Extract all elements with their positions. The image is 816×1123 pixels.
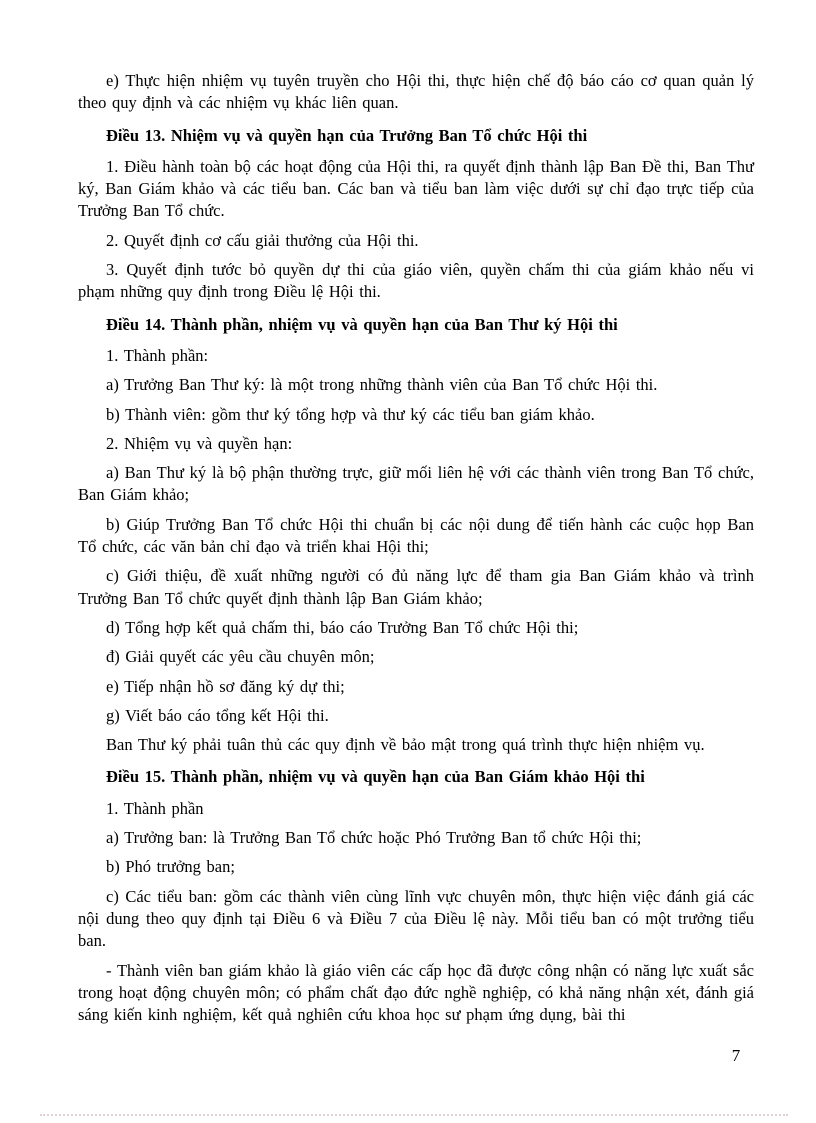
paragraph-15-1a: a) Trưởng ban: là Trưởng Ban Tổ chức hoặc Phó Trưởng Ban tổ chức Hội thi; <box>106 828 642 848</box>
paragraph-15-judges-members: - Thành viên ban giám khảo là giáo viên các cấp học đã được công nhận có năng lực xuất sắc trong hoạt động chuyên môn; có phẩm chất đạo đức nghề nghiệp, có khả năng nhận xét, đánh giá sáng kiến kinh nghiệm, kết quả nghiên cứu khoa học sư phạm ứng dụng, bài thi <box>78 960 754 1025</box>
paragraph-13-2: 2. Quyết định cơ cấu giải thưởng của Hội thi. <box>106 230 419 250</box>
article-13-heading: Điều 13. Nhiệm vụ và quyền hạn của Trưởng Ban Tổ chức Hội thi <box>106 125 588 145</box>
paragraph-14-1b: b) Thành viên: gồm thư ký tổng hợp và thư ký các tiểu ban giám khảo. <box>106 404 595 424</box>
document-body <box>78 70 754 1033</box>
article-15-heading: Điều 15. Thành phần, nhiệm vụ và quyền hạn của Ban Giám khảo Hội thi <box>106 767 645 787</box>
paragraph-14-2a: a) Ban Thư ký là bộ phận thường trực, giữ mối liên hệ với các thành viên trong Ban Tổ chức, Ban Giám khảo; <box>78 463 754 505</box>
paragraph-14-2d: d) Tổng hợp kết quả chấm thi, báo cáo Trưởng Ban Tổ chức Hội thi; <box>106 617 579 637</box>
paragraph-13-3: 3. Quyết định tước bỏ quyền dự thi của giáo viên, quyền chấm thi của giám khảo nếu vi phạm những quy định trong Điều lệ Hội thi. <box>78 260 754 302</box>
footer-dotted-line <box>40 1114 788 1116</box>
article-14-heading: Điều 14. Thành phần, nhiệm vụ và quyền hạn của Ban Thư ký Hội thi <box>106 314 618 334</box>
paragraph-13-1: 1. Điều hành toàn bộ các hoạt động của Hội thi, ra quyết định thành lập Ban Đề thi, Ban Thư ký, Ban Giám khảo và các tiểu ban. Các ban và tiểu ban làm việc dưới sự chỉ đạo trực tiếp của Trưởng Ban Tổ chức. <box>78 156 754 221</box>
paragraph-14-2c: c) Giới thiệu, đề xuất những người có đủ năng lực để tham gia Ban Giám khảo và trình Trưởng Ban Tổ chức quyết định thành lập Ban Giám khảo; <box>78 566 754 608</box>
paragraph-14-2b: b) Giúp Trưởng Ban Tổ chức Hội thi chuẩn bị các nội dung để tiến hành các cuộc họp Ban Tổ chức, các văn bản chỉ đạo và triển khai Hội thi; <box>78 514 754 557</box>
paragraph-14-2e: e) Tiếp nhận hồ sơ đăng ký dự thi; <box>106 676 345 696</box>
paragraph-14-confidentiality: Ban Thư ký phải tuân thủ các quy định về bảo mật trong quá trình thực hiện nhiệm vụ. <box>106 735 705 755</box>
paragraph-14-2g: g) Viết báo cáo tổng kết Hội thi. <box>106 705 329 725</box>
paragraph-15-1: 1. Thành phần <box>106 798 204 818</box>
paragraph-14-1: 1. Thành phần: <box>106 345 209 365</box>
paragraph-14-2dd: đ) Giải quyết các yêu cầu chuyên môn; <box>106 647 375 667</box>
paragraph-15-1c: c) Các tiểu ban: gồm các thành viên cùng lĩnh vực chuyên môn, thực hiện việc đánh giá các nội dung theo quy định tại Điều 6 và Điều 7 của Điều lệ này. Mỗi tiểu ban có một trưởng tiểu ban. <box>78 886 754 951</box>
paragraph-14-1a: a) Trưởng Ban Thư ký: là một trong những thành viên của Ban Tổ chức Hội thi. <box>106 375 658 395</box>
paragraph-14-2: 2. Nhiệm vụ và quyền hạn: <box>106 433 293 453</box>
paragraph-15-1b: b) Phó trưởng ban; <box>106 857 235 877</box>
paragraph-e-propaganda: e) Thực hiện nhiệm vụ tuyên truyền cho Hội thi, thực hiện chế độ báo cáo cơ quan quản lý theo quy định và các nhiệm vụ khác liên quan. <box>78 71 754 113</box>
page-number: 7 <box>731 1046 741 1065</box>
